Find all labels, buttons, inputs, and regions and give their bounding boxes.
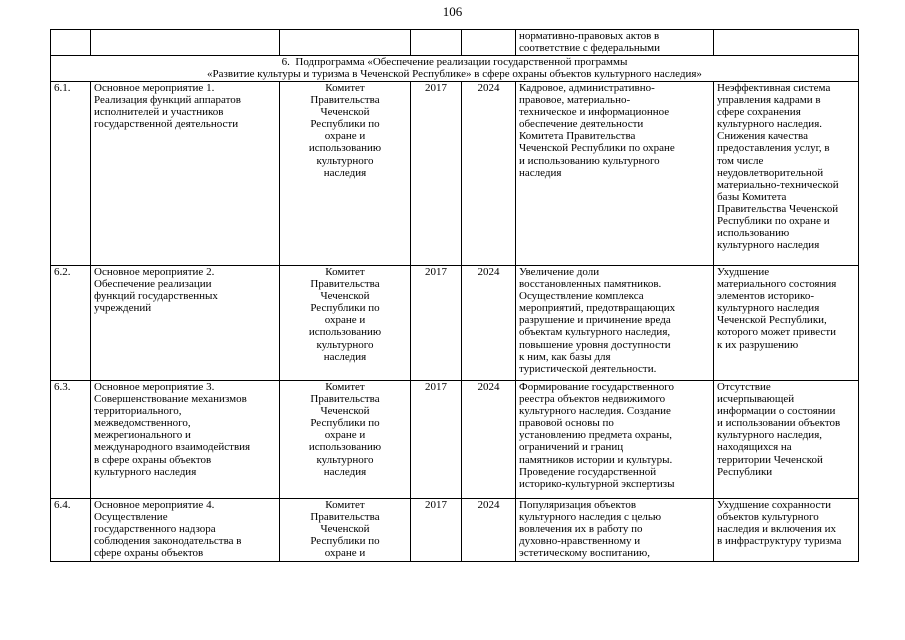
cell-activity: Основное мероприятие 1. Реализация функций аппаратов исполнителей и участников государственной деятельности [91,82,280,266]
program-activities-table [50,29,859,562]
cell-consequence: Отсутствие исчерпывающей информации о состоянии и использовании объектов культурного наследия, находящихся на территории Чеченской Республики [714,381,859,499]
cell-end-year: 2024 [462,82,516,266]
cell-start-year: 2017 [411,381,462,499]
cell-num: 6.4. [51,499,91,562]
section-title-line1: 6. Подпрограмма «Обеспечение реализации государственной программы [281,56,628,68]
continuation-row [51,30,859,56]
cell-end-year: 2024 [462,266,516,381]
section-header-row [51,56,859,82]
cell-executor: Комитет Правительства Чеченской Республики по охране и [280,499,411,562]
cell-end-year: 2024 [462,499,516,562]
cell-end-empty [462,30,516,56]
cell-num: 6.3. [51,381,91,499]
cell-activity: Основное мероприятие 4. Осуществление государственного надзора соблюдения законодательства в сфере охраны объектов [91,499,280,562]
cell-result: Увеличение доли восстановленных памятников. Осуществление комплекса мероприятий, предотвращающих разрушение и причинение вреда объектам культурного наследия, повышение уровня доступности к ним, как базы для туристической деятельности. [516,266,714,381]
cell-result: нормативно-правовых актов в соответствие с федеральными [516,30,714,56]
cell-consequence: Ухудшение материального состояния элементов историко- культурного наследия Чеченской Республики, которого может привести к их разрушению [714,266,859,381]
cell-result: Формирование государственного реестра объектов недвижимого культурного наследия. Создание правовой основы по установлению предмета охраны, ограничений и границ памятников истории и культуры. Проведение государственной историко-культурной экспертизы [516,381,714,499]
cell-activity: Основное мероприятие 2. Обеспечение реализации функций государственных учреждений [91,266,280,381]
cell-end-year: 2024 [462,381,516,499]
cell-activity: Основное мероприятие 3. Совершенствование механизмов территориального, межведомственного, межрегионального и международного взаимодействия в сфере охраны объектов культурного наследия [91,381,280,499]
page-number: 106 [442,4,463,19]
cell-consequence: Неэффективная система управления кадрами в сфере сохранения культурного наследия. Снижения качества предоставления услуг, в том числе неудовлетворительной материально-технической базы Комитета Правительства Чеченской Республики по охране и использованию культурного наследия [714,82,859,266]
cell-executor: Комитет Правительства Чеченской Республики по охране и использованию культурного наследия [280,381,411,499]
cell-activity-empty [91,30,280,56]
table-row [51,381,859,499]
cell-start-year: 2017 [411,499,462,562]
cell-num: 6.2. [51,266,91,381]
cell-consequence-empty [714,30,859,56]
table-row [51,82,859,266]
cell-start-year: 2017 [411,266,462,381]
table-row [51,499,859,562]
cell-start-year: 2017 [411,82,462,266]
cell-consequence: Ухудшение сохранности объектов культурного наследия и включения их в инфраструктуру туризма [714,499,859,562]
cell-executor-empty [280,30,411,56]
cell-executor: Комитет Правительства Чеченской Республики по охране и использованию культурного наследия [280,266,411,381]
section-title-line2: «Развитие культуры и туризма в Чеченской Республике» в сфере охраны объектов культурного наследия» [207,68,702,81]
cell-num-empty [51,30,91,56]
cell-num: 6.1. [51,82,91,266]
table-row [51,266,859,381]
cell-result: Популяризация объектов культурного наследия с целью вовлечения их в работу по духовно-нравственному и эстетическому воспитанию, [516,499,714,562]
cell-result: Кадровое, административно- правовое, материально- техническое и информационное обеспечение деятельности Комитета Правительства Чеченской Республики по охране и использованию культурного наследия [516,82,714,266]
cell-start-empty [411,30,462,56]
cell-executor: Комитет Правительства Чеченской Республики по охране и использованию культурного наследия [280,82,411,266]
section-title [51,56,859,82]
